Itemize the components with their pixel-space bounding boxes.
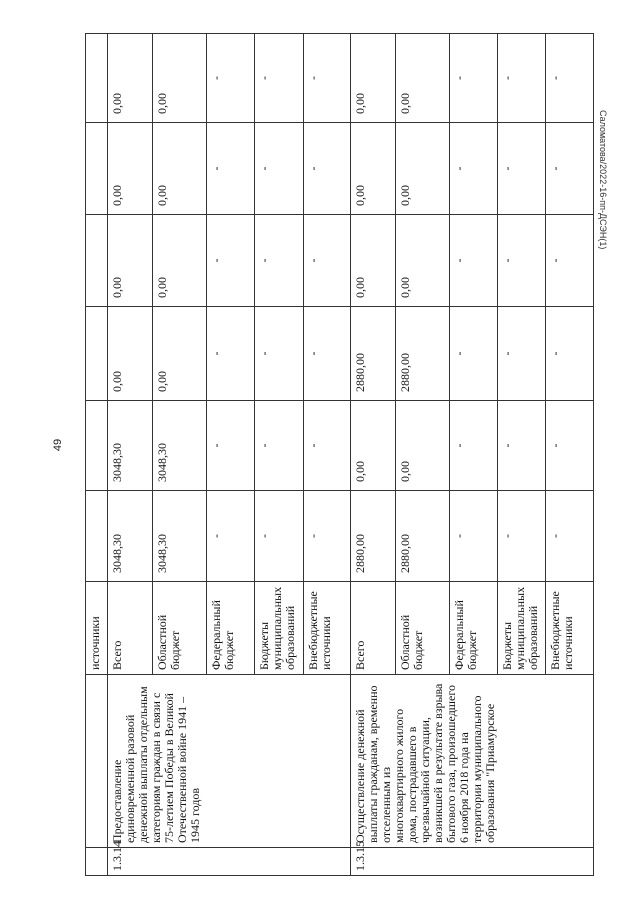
value-cell: - [546,307,594,401]
source-cell: Федеральный бюджет [450,582,498,675]
value-cell: - [497,307,546,401]
value-cell: 0,00 [108,307,153,401]
value-cell: - [207,215,255,307]
value-cell: 0,00 [108,123,153,215]
header-cell-empty [86,123,108,215]
value-cell: - [450,215,498,307]
page-number: 49 [52,438,64,452]
value-cell: 3048,30 [108,491,153,582]
header-cell-empty [86,675,108,848]
table-row [108,34,153,876]
value-cell: - [254,34,303,123]
source-cell: Внебюджетные источники [546,582,594,675]
value-cell: 2880,00 [395,307,450,401]
value-cell: - [497,215,546,307]
value-cell: - [546,123,594,215]
value-cell: 0,00 [108,34,153,123]
value-cell: - [303,34,351,123]
value-cell: - [254,401,303,491]
value-cell: 0,00 [351,123,396,215]
source-cell: Областной бюджет [395,582,450,675]
value-cell: - [497,491,546,582]
value-cell: - [254,215,303,307]
source-cell: Областной бюджет [152,582,207,675]
source-cell: Бюджеты муниципальных образований [497,582,546,675]
table-row [351,34,396,876]
value-cell: - [207,307,255,401]
value-cell: 3048,30 [152,491,207,582]
value-cell: - [254,307,303,401]
value-cell: - [497,34,546,123]
value-cell: - [546,491,594,582]
header-cell-empty [86,491,108,582]
value-cell: - [450,123,498,215]
header-cell-empty [86,401,108,491]
header-cell-empty [86,848,108,876]
value-cell: 0,00 [351,34,396,123]
row-number-cell: 1.3.15 [351,848,594,876]
value-cell: - [207,123,255,215]
value-cell: 2880,00 [351,307,396,401]
value-cell: - [303,215,351,307]
value-cell: - [497,123,546,215]
header-cell-empty [86,307,108,401]
value-cell: 3048,30 [152,401,207,491]
value-cell: 0,00 [395,34,450,123]
value-cell: 0,00 [351,215,396,307]
source-cell: Всего [351,582,396,675]
header-cell-empty [86,215,108,307]
source-cell: Бюджеты муниципальных образований [254,582,303,675]
value-cell: - [254,491,303,582]
header-cell-sources: источники [86,582,108,675]
value-cell: 0,00 [395,215,450,307]
value-cell: 3048,30 [108,401,153,491]
description-cell: Предоставление единовременной разовой денежной выплаты отдельным категориям граждан в связи с 75-летием Победы в Великой Отечественной войне 1941 – 1945 годов [108,675,351,848]
document-code: Саломатова/2022-16-пп-ДСЭН(1) [598,110,608,250]
value-cell: - [207,491,255,582]
value-cell: 0,00 [351,401,396,491]
value-cell: - [497,401,546,491]
value-cell: - [450,491,498,582]
value-cell: - [303,401,351,491]
value-cell: 0,00 [152,123,207,215]
value-cell: 2880,00 [395,491,450,582]
value-cell: - [450,34,498,123]
value-cell: 0,00 [395,123,450,215]
value-cell: - [450,307,498,401]
budget-table [85,33,594,876]
value-cell: 0,00 [395,401,450,491]
value-cell: - [546,401,594,491]
value-cell: - [450,401,498,491]
value-cell: 0,00 [108,215,153,307]
header-cell-empty [86,34,108,123]
budget-table-rotated [85,34,594,876]
source-cell: Федеральный бюджет [207,582,255,675]
value-cell: 2880,00 [351,491,396,582]
value-cell: 0,00 [152,215,207,307]
row-number-cell: 1.3.14 [108,848,351,876]
value-cell: - [303,491,351,582]
description-cell: Осуществление денежной выплаты гражданам, временно отселенным из многоквартирного жилого дома, пострадавшего в чрезвычайной ситуации, возникшей в результате взрыва бытового газа, произошедшего 6 ноября 2018 года на территории муниципального образования "Приамурское [351,675,594,848]
value-cell: - [207,34,255,123]
value-cell: - [303,123,351,215]
value-cell: - [207,401,255,491]
value-cell: 0,00 [152,34,207,123]
value-cell: - [546,34,594,123]
value-cell: - [303,307,351,401]
value-cell: - [546,215,594,307]
value-cell: - [254,123,303,215]
header-row [86,34,108,876]
source-cell: Всего [108,582,153,675]
value-cell: 0,00 [152,307,207,401]
source-cell: Внебюджетные источники [303,582,351,675]
